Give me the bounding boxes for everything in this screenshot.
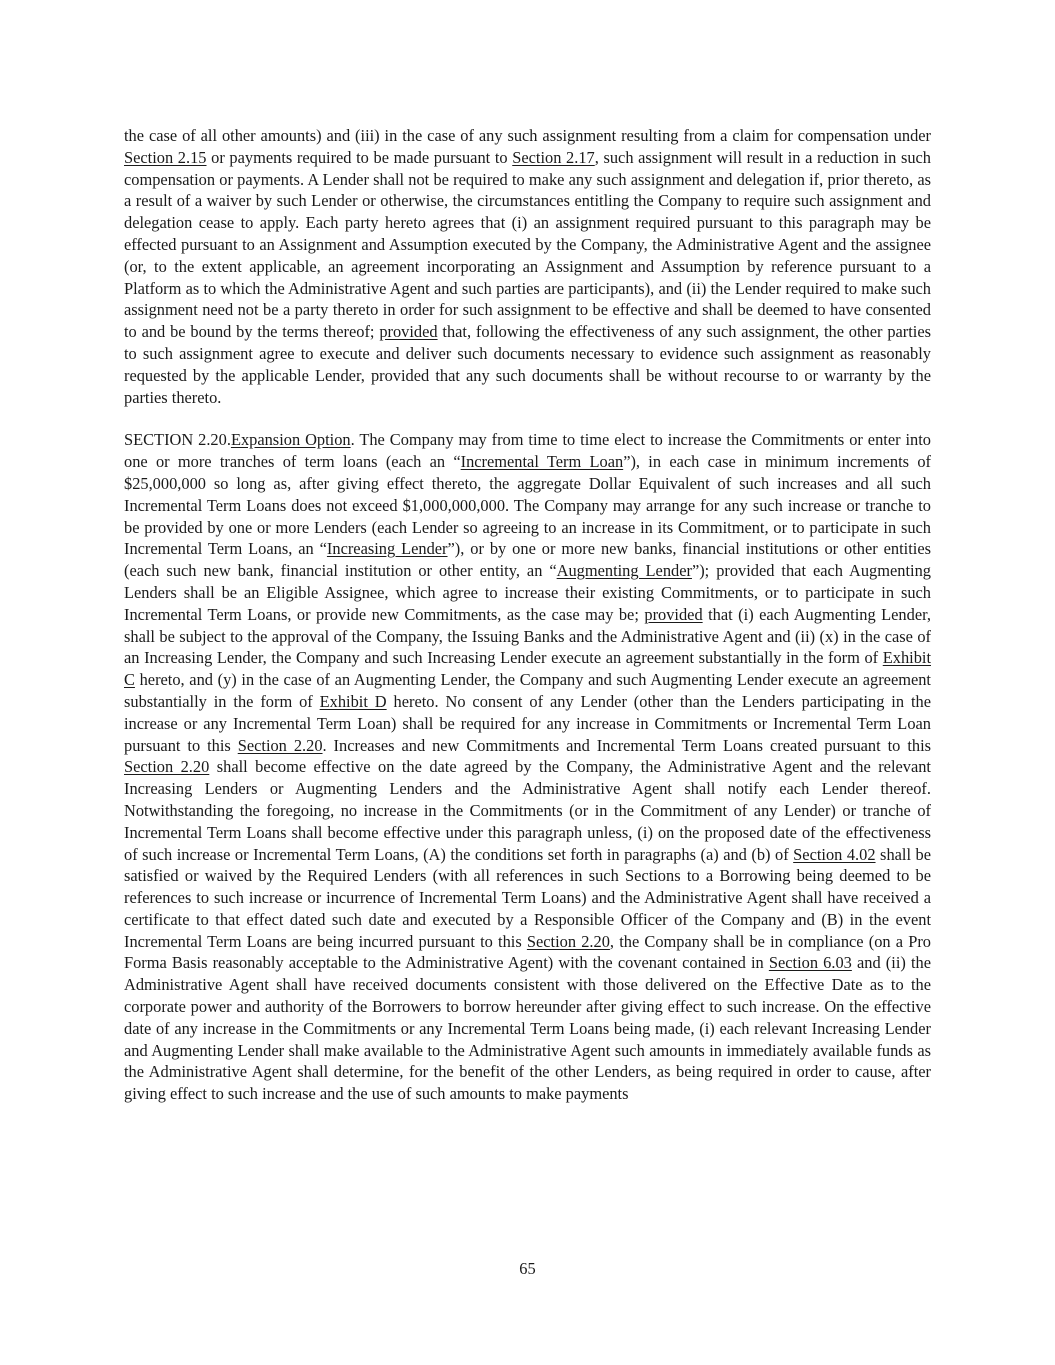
text-run: hereto. No consent of any Lender (other than the Lenders participating in the increase or any Incremental Term Loan) shall be required for any increase in Commitments or Incremental Term Loan pursuant to this [124, 691, 931, 755]
section-heading: Expansion Option [230, 430, 351, 450]
text-run: the case of all other amounts) and (iii) in the case of any such assignment resulting from a claim for compensation under [124, 126, 931, 145]
document-body [124, 125, 931, 1105]
cross-reference-section-2-17: Section 2.17 [512, 147, 595, 167]
defined-term-augmenting-lender: Augmenting Lender [556, 561, 692, 581]
cross-reference-section-6-03: Section 6.03 [768, 953, 852, 973]
section-number: SECTION 2.20. [124, 430, 231, 450]
defined-term-incremental-term-loan: Incremental Term Loan [460, 452, 624, 472]
cross-reference-section-2-15: Section 2.15 [124, 147, 207, 167]
text-run: shall be satisfied or waived by the Required Lenders (with all references in such Sections to a Borrowing being deemed to be references to such increase or incurrence of Incremental Term Loans) and the Administrative Agent shall have received a certificate to that effect dated such date and executed by a Responsible Officer of the Company and (B) in the event Incremental Term Loans are being incurred pursuant to this [124, 844, 932, 951]
text-run: ”), or by one or more new banks, financial institutions or other entities (each such new bank, financial institution or other entity, an “ [124, 539, 932, 581]
cross-reference-exhibit-d: Exhibit D [319, 691, 387, 711]
cross-reference-section-2-20: Section 2.20 [526, 931, 610, 951]
text-run: that, following the effectiveness of any such assignment, the other parties to such assignment agree to execute and deliver such documents necessary to evidence such assignment as reasonably requested by the applicable Lender, provided that any such documents shall be without recourse to or warranty by the parties thereto. [124, 322, 932, 407]
text-run: or payments required to be made pursuant to [206, 147, 513, 167]
cross-reference-exhibit-c: Exhibit C [124, 648, 931, 690]
cross-reference-section-2-20: Section 2.20 [237, 735, 323, 755]
page-number: 65 [519, 1259, 536, 1278]
text-run: that (i) each Augmenting Lender, shall be subject to the approval of the Company, the Issuing Banks and the Administrative Agent and (ii) (x) in the case of an Increasing Lender, the Company and such Increasing Lender execute an agreement substantially in the form of [124, 604, 932, 668]
text-run: . Increases and new Commitments and Incremental Term Loans created pursuant to this [322, 735, 931, 755]
text-run: ”), in each case in minimum increments of $25,000,000 so long as, after giving effect thereto, the aggregate Dollar Equivalent of such increases and all such Incremental Term Loans does not exceed $1,000,000,000. The Company may arrange for any such increase or tranche to be provided by one or more Lenders (each Lender so agreeing to an increase in its Commitment, or to participate in such Incremental Term Loans, an “ [124, 452, 931, 559]
text-run: and (ii) the Administrative Agent shall have received documents consistent with those delivered on the Effective Date as to the corporate power and authority of the Borrowers to borrow hereunder after giving effect to such increase. On the effective date of any increase in the Commitments or any Incremental Term Loans being made, (i) each relevant Increasing Lender and Augmenting Lender shall make available to the Administrative Agent such amounts in immediately available funds as the Administrative Agent shall determine, for the benefit of the other Lenders, as being required in order to cause, after giving effect to such increase and the use of such amounts to make payments [124, 953, 931, 1104]
text-run: . The Company may from time to time elect to increase the Commitments or enter into one or more tranches of term loans (each an “ [124, 430, 932, 472]
text-run: ”); provided that each Augmenting Lenders shall be an Eligible Assignee, which agree to increase their existing Commitments, or to participate in such Incremental Term Loans, or provide new Commitments, as the case may be; [124, 561, 931, 624]
defined-term-increasing-lender: Increasing Lender [326, 539, 448, 559]
cross-reference-section-4-02: Section 4.02 [793, 844, 876, 864]
text-run: , the Company shall be in compliance (on a Pro Forma Basis reasonably acceptable to the Administrative Agent) with the covenant contained in [124, 931, 931, 973]
text-run: shall become effective on the date agreed by the Company, the Administrative Agent and the relevant Increasing Lenders or Augmenting Lenders and the Administrative Agent shall notify each Lender thereof. Notwithstanding the foregoing, no increase in the Commitments (or in the Commitment of any Lender) or tranche of Incremental Term Loans shall become effective under this paragraph unless, (i) on the proposed date of the effectiveness of such increase or Incremental Term Loans, (A) the conditions set forth in paragraphs (a) and (b) of [124, 757, 931, 864]
text-run: , such assignment will result in a reduction in such compensation or payments. A Lender shall not be required to make any such assignment and delegation if, prior thereto, as a result of a waiver by such Lender or otherwise, the circumstances entitling the Company to require such assignment and delegation cease to apply. Each party hereto agrees that (i) an assignment required pursuant to this paragraph may be effected pursuant to an Assignment and Assumption executed by the Company, the Administrative Agent and the assignee (or, to the extent applicable, an agreement incorporating an Assignment and Assumption by reference pursuant to a Platform as to which the Administrative Agent and such parties are participants), and (ii) the Lender required to make such assignment need not be a party thereto in order for such assignment to be effective and shall be deemed to have consented to and be bound by the terms thereof; [124, 147, 931, 342]
paragraph-assignment-continuation [124, 125, 931, 408]
cross-reference-section-2-20: Section 2.20 [124, 757, 210, 777]
section-2-20-paragraph [124, 429, 931, 1105]
provided-term: provided [379, 322, 438, 342]
provided-term: provided [644, 604, 703, 624]
text-run: hereto, and (y) in the case of an Augmenting Lender, the Company and such Augmenting Lender execute an agreement substantially in the form of [124, 670, 931, 711]
